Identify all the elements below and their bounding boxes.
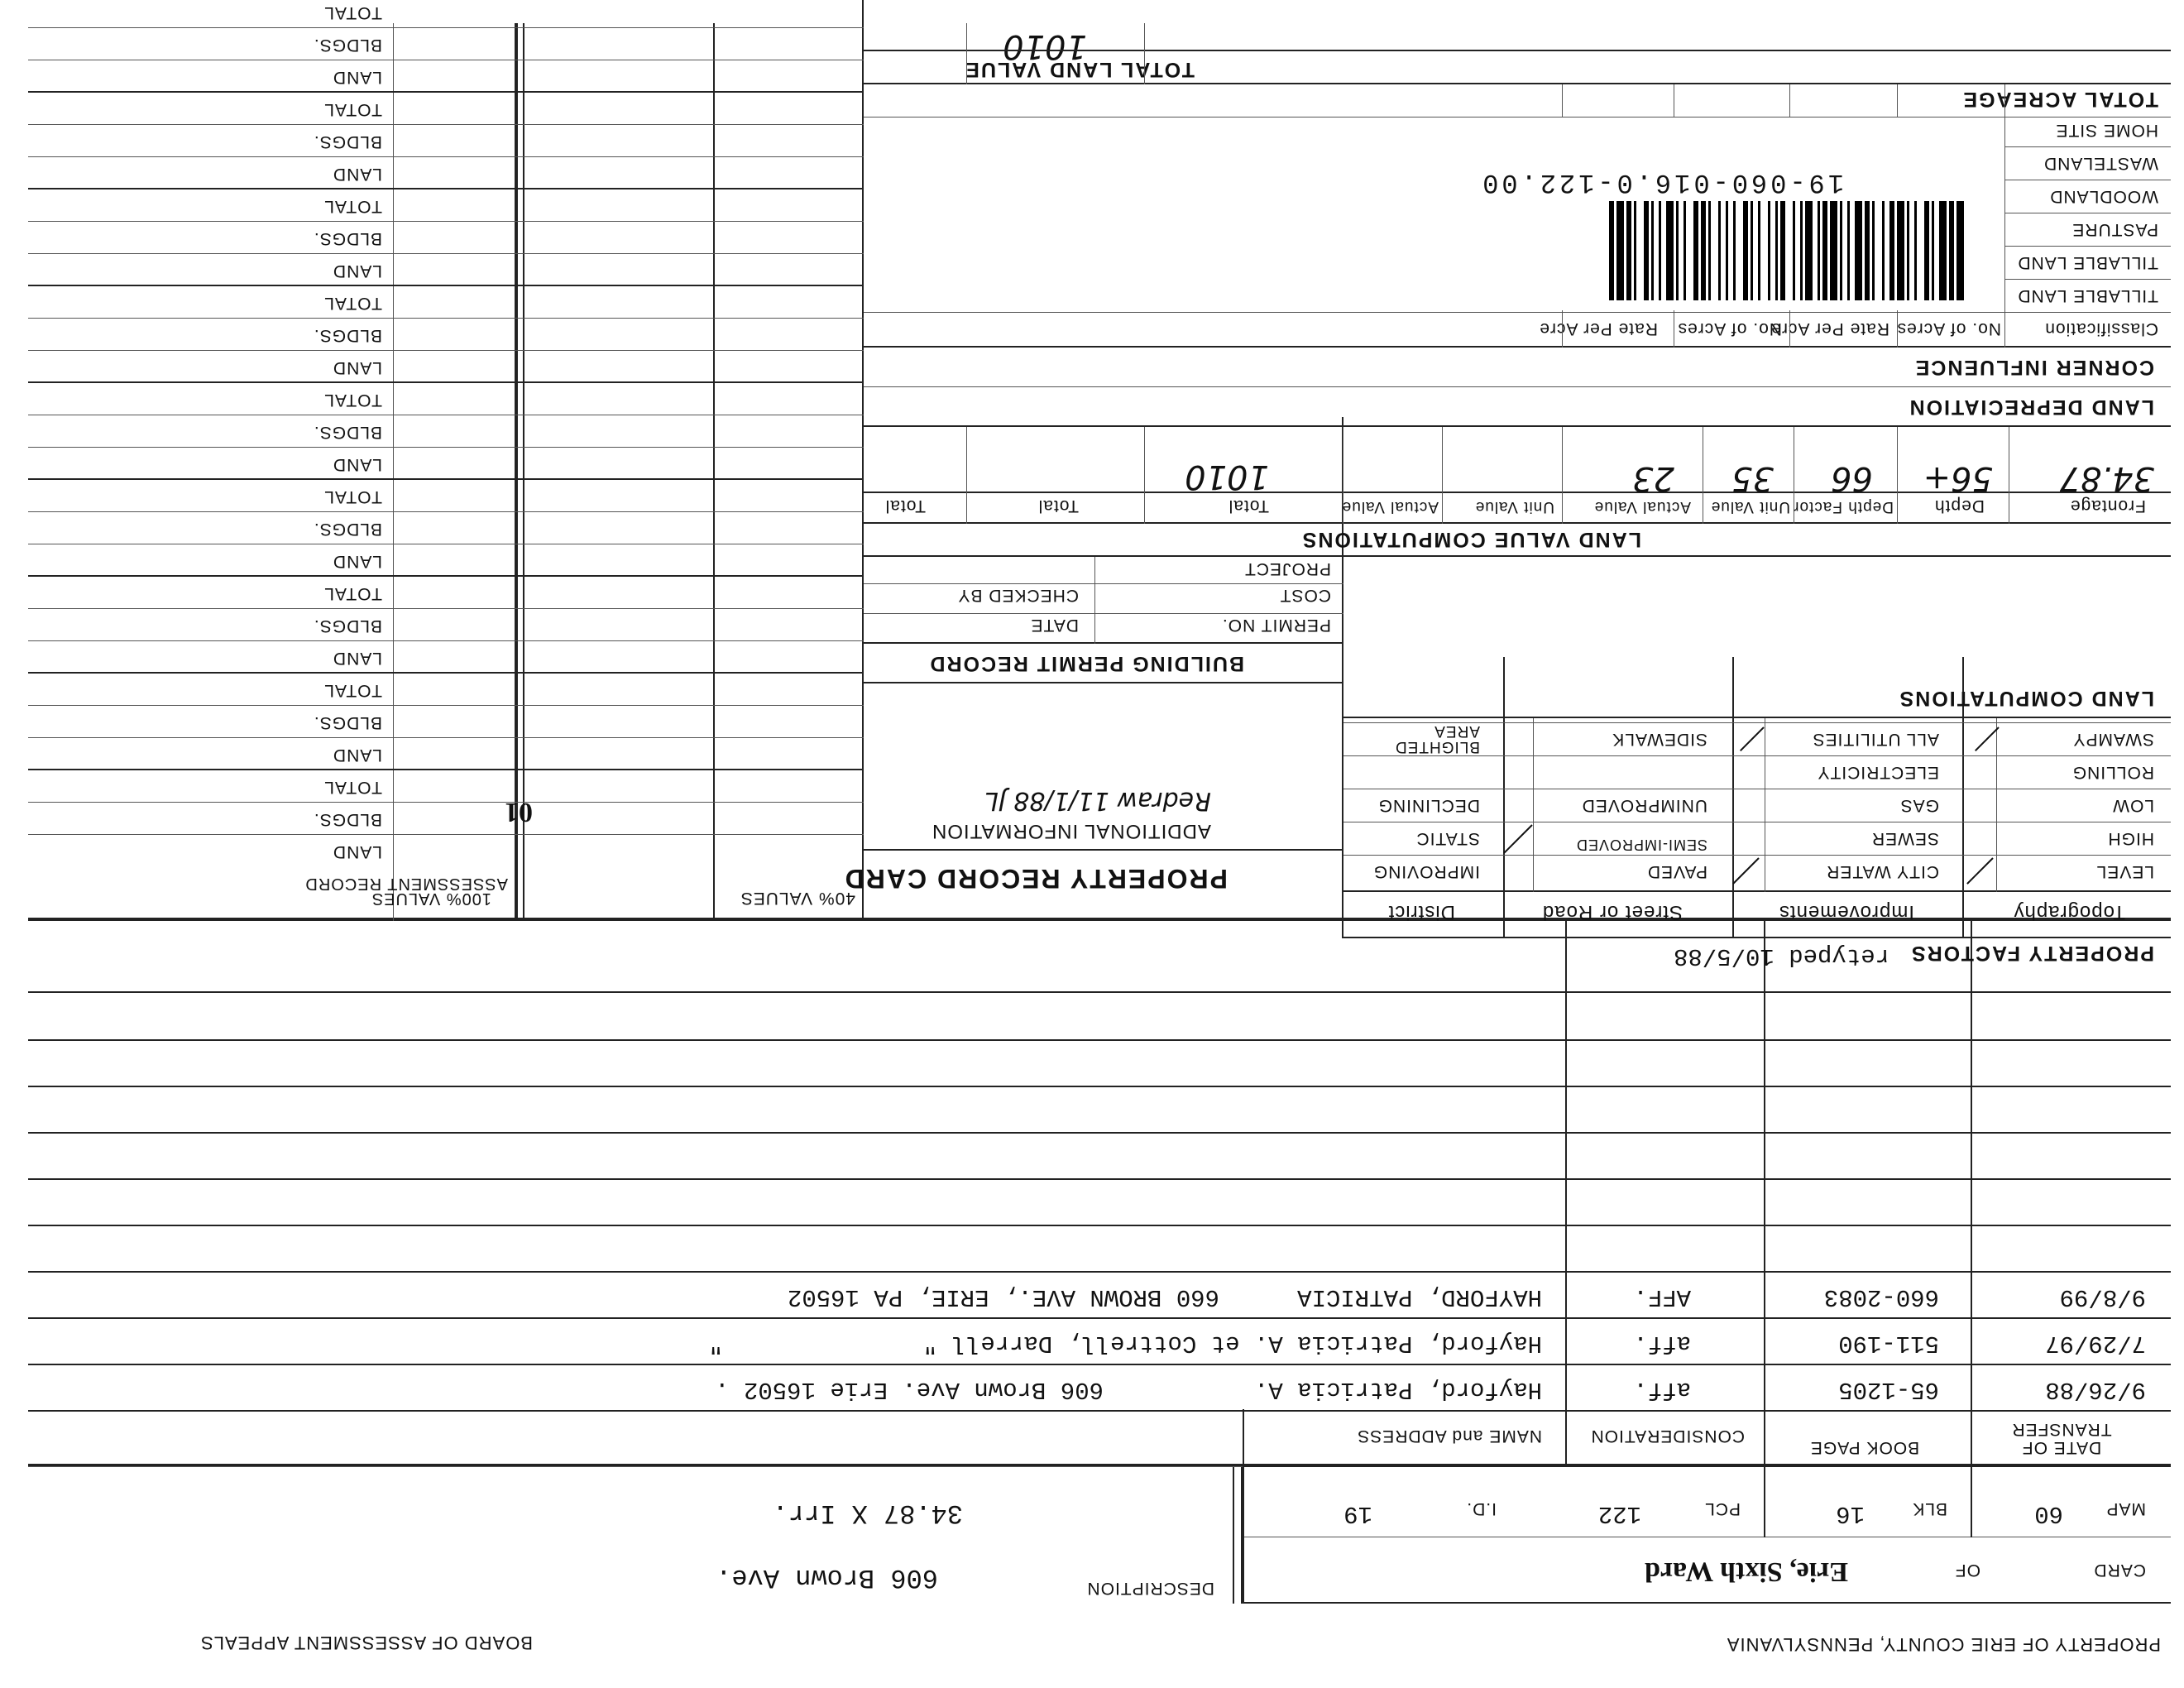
topo-swampy: SWAMPY: [2072, 730, 2154, 749]
rule: [1562, 427, 1563, 493]
col-depth-factor: Depth Factor: [1793, 498, 1894, 516]
rule: [28, 1132, 2171, 1134]
col-actual-value-2: Actual Value: [1341, 498, 1439, 516]
rule: [28, 802, 715, 803]
transfer-address: ": [708, 1330, 723, 1357]
transfer-consideration: aff.: [1633, 1330, 1691, 1357]
rule: [28, 1086, 2171, 1087]
blk-value: 16: [1836, 1500, 1865, 1527]
rule: [715, 27, 864, 28]
rule: [864, 386, 2171, 387]
rule: [715, 124, 864, 125]
rule: [862, 0, 864, 921]
assessment-row-label: TOTAL: [323, 681, 382, 700]
assessment-row-label: LAND: [332, 552, 382, 571]
rule: [715, 318, 864, 319]
impr-city-water: CITY WATER: [1826, 862, 1939, 881]
rule: [715, 640, 864, 641]
assessment-row-label: BLDGS.: [313, 713, 382, 732]
rule: [1243, 1409, 1244, 1467]
col-total-3: Total: [884, 496, 926, 516]
street-semi-improved: SEMI-IMPROVED: [1575, 837, 1707, 853]
rule: [715, 156, 864, 157]
rule: [864, 522, 2171, 524]
impr-electricity: ELECTRICITY: [1817, 763, 1939, 782]
rule: [1343, 722, 2171, 723]
assessment-row-label: BLDGS.: [313, 423, 382, 442]
transfer-address: 660 BROWN AVE., ERIE, PA 16502: [787, 1283, 1219, 1311]
rule: [28, 608, 715, 609]
col-rate-per-acre-2: Rate Per Acre: [1539, 319, 1658, 338]
col-no-acres-2: No. of Acres: [1677, 319, 1782, 338]
rule: [1343, 890, 2171, 892]
assessment-row-label: TOTAL: [323, 391, 382, 410]
impr-all-utilities: ALL UTILITIES: [1812, 730, 1939, 749]
description-label: DESCRIPTION: [1086, 1579, 1214, 1598]
transfer-name: Hayford, Patricia A. et Cottrell, Darrell ": [922, 1330, 1542, 1357]
rule: [28, 1410, 2171, 1412]
actual-value: 23: [1632, 459, 1674, 497]
street-paved: PAVED: [1646, 862, 1707, 881]
assessment-row-label: LAND: [332, 842, 382, 861]
building-permit-title: BUILDING PERMIT RECORD: [928, 652, 1244, 675]
topo-level: LEVEL: [2095, 862, 2154, 881]
map-value: 60: [2034, 1500, 2063, 1527]
project-label: PROJECT: [1243, 559, 1331, 578]
depth-factor-value: 66: [1831, 459, 1873, 497]
rule: [1343, 755, 2171, 756]
total-land-value-label: TOTAL LAND VALUE: [964, 58, 1195, 81]
rule: [1897, 427, 1898, 493]
rule: [2004, 84, 2005, 117]
rule: [715, 253, 864, 254]
transfer-consideration: aff.: [1633, 1376, 1691, 1403]
col-consideration: CONSIDERATION: [1590, 1427, 1745, 1446]
class-pasture: PASTURE: [2071, 220, 2158, 239]
rule: [28, 1178, 2171, 1180]
rule: [1342, 557, 1343, 921]
street-unimproved: UNIMPROVED: [1581, 796, 1707, 815]
assessment-record-label: ASSESSMENT RECORD: [304, 875, 508, 893]
rule: [393, 23, 394, 921]
assessment-row-label: BLDGS.: [313, 132, 382, 151]
col-street: Street or Road: [1541, 901, 1683, 923]
date-label: DATE: [1030, 616, 1079, 635]
checkmark-icon: [1503, 824, 1532, 853]
col-frontage: Frontage: [2069, 496, 2146, 516]
total-value: 1010: [1185, 458, 1269, 496]
rule: [28, 253, 715, 254]
retyped-note: retyped 10/5/88: [1673, 942, 1889, 970]
checked-by-label: CHECKED BY: [957, 586, 1079, 605]
assessment-row-label: LAND: [332, 455, 382, 474]
rule: [864, 613, 1343, 614]
district-blighted: BLIGHTED AREA: [1394, 722, 1480, 755]
col-unit-value-2: Unit Value: [1474, 498, 1554, 516]
rule: [2004, 99, 2005, 348]
rule: [28, 1225, 2171, 1226]
pcl-label: PCL: [1704, 1499, 1741, 1518]
rule: [1343, 717, 2171, 718]
district-improving: IMPROVING: [1372, 862, 1480, 881]
id-value: 19: [1343, 1500, 1372, 1527]
rule: [864, 346, 2171, 348]
rule: [715, 511, 864, 512]
rule: [1971, 1467, 1972, 1537]
rule: [28, 1317, 2171, 1319]
additional-info-label: ADDITIONAL INFORMATION: [931, 820, 1211, 842]
rule: [1764, 921, 1765, 1467]
col-improvements: Improvements: [1778, 901, 1914, 923]
land-depreciation-title: LAND DEPRECIATION: [1908, 396, 2154, 419]
of-label: OF: [1954, 1561, 1980, 1580]
rule: [28, 737, 715, 738]
assessment-row-label: LAND: [332, 68, 382, 87]
rule: [864, 425, 2171, 427]
rule: [966, 427, 967, 493]
values-100-label: 100% VALUES: [371, 890, 491, 908]
checkmark-icon: [1740, 727, 1765, 751]
rule: [1996, 718, 1997, 892]
rule: [523, 23, 524, 921]
rule: [2005, 246, 2171, 247]
transfer-consideration: AFF.: [1633, 1283, 1691, 1311]
checkmark-icon: [1732, 857, 1760, 885]
topo-low: LOW: [2112, 796, 2154, 815]
col-total-2: Total: [1037, 496, 1079, 516]
rule: [1144, 23, 1145, 84]
rule: [2005, 146, 2171, 147]
rule: [1565, 921, 1567, 1467]
rule: [864, 682, 1343, 683]
permit-no-label: PERMIT NO.: [1221, 616, 1331, 635]
values-40-label: 40% VALUES: [740, 889, 855, 908]
transfer-date: 7/29/97: [2045, 1330, 2146, 1357]
checkmark-icon: [1966, 857, 1994, 885]
rule: [1241, 1467, 1244, 1604]
land-computations-title: LAND COMPUTATIONS: [1898, 687, 2154, 710]
topo-high: HIGH: [2107, 829, 2154, 848]
unit-value: 35: [1731, 459, 1774, 497]
rule: [28, 672, 864, 674]
impr-gas: GAS: [1899, 796, 1939, 815]
rule: [28, 188, 864, 189]
rule: [28, 221, 715, 222]
col-book: BOOK PAGE: [1809, 1438, 1920, 1457]
rule: [1503, 657, 1505, 938]
assessment-row-label: LAND: [332, 165, 382, 184]
rule: [28, 156, 715, 157]
rule: [28, 1271, 2171, 1273]
rule: [28, 1039, 2171, 1041]
rule: [515, 23, 518, 921]
rule: [28, 769, 864, 770]
property-factors-title: PROPERTY FACTORS: [1909, 942, 2154, 965]
total-land-value: 1010: [1003, 27, 1087, 65]
rule: [28, 511, 715, 512]
rule: [1233, 1467, 1234, 1604]
rule: [715, 608, 864, 609]
rule: [715, 221, 864, 222]
rule: [28, 350, 715, 351]
blk-label: BLK: [1912, 1499, 1947, 1518]
class-home-site: HOME SITE: [2055, 121, 2158, 140]
rule: [28, 447, 715, 448]
col-no-acres: No. of Acres: [1896, 319, 2001, 338]
barcode-number: 19-060-016.0-122.00: [1479, 167, 1844, 198]
dimensions-value: 34.87 X Irr.: [772, 1498, 963, 1528]
impr-sewer: SEWER: [1870, 829, 1939, 848]
rule: [28, 991, 2171, 993]
assessment-row-label: TOTAL: [323, 778, 382, 797]
district-static: STATIC: [1415, 829, 1480, 848]
rule: [28, 919, 864, 921]
assessment-row-label: BLDGS.: [313, 326, 382, 345]
topo-rolling: ROLLING: [2071, 763, 2154, 782]
rule: [966, 23, 967, 84]
rule: [713, 23, 715, 921]
col-district: District: [1387, 901, 1455, 923]
rule: [1094, 557, 1095, 644]
record-card-title: PROPERTY RECORD CARD: [843, 864, 1228, 894]
rule: [28, 1364, 2171, 1365]
transfer-name: HAYFORD, PATRICIA: [1297, 1283, 1542, 1311]
class-tillable-2: TILLABLE LAND: [2017, 253, 2158, 272]
transfer-address: 606 Brown Ave. Erie 16502 .: [715, 1376, 1104, 1403]
assessment-row-label: BLDGS.: [313, 229, 382, 248]
assessment-row-label: TOTAL: [323, 487, 382, 506]
card-label: CARD: [2093, 1561, 2146, 1580]
col-total: Total: [1228, 496, 1269, 516]
rule: [715, 705, 864, 706]
cost-label: COST: [1279, 586, 1331, 605]
description-value: 606 Brown Ave.: [716, 1562, 938, 1593]
rule: [864, 83, 2171, 84]
rule: [1343, 937, 2171, 938]
assessment-row-label: TOTAL: [323, 294, 382, 313]
rule: [864, 312, 2171, 313]
ward-name: Erie, Sixth Ward: [1645, 1556, 1848, 1587]
rule: [28, 640, 715, 641]
board-label: BOARD OF ASSESSMENT APPEALS: [200, 1633, 533, 1653]
total-acreage-label: TOTAL ACREAGE: [1961, 88, 2158, 111]
col-rate-per-acre: Rate Per Acre: [1770, 319, 1889, 338]
class-wasteland: WASTELAND: [2043, 154, 2158, 173]
map-label: MAP: [2105, 1499, 2146, 1518]
assessment-row-label: BLDGS.: [313, 36, 382, 55]
assessment-row-label: LAND: [332, 261, 382, 281]
rule: [28, 834, 715, 835]
rule: [28, 381, 864, 383]
id-label: I.D.: [1466, 1499, 1497, 1518]
rule: [2005, 279, 2171, 280]
parcel-barcode: [1310, 201, 1964, 300]
pcl-value: 122: [1597, 1500, 1641, 1527]
rule: [1897, 84, 1898, 117]
rule: [864, 849, 1343, 851]
stamp-01: 01: [505, 797, 533, 827]
handwritten-note: Redraw 11/1/88 JL: [984, 786, 1211, 815]
rule: [715, 350, 864, 351]
rule: [28, 478, 864, 480]
rule: [1343, 855, 2171, 856]
assessment-row-label: TOTAL: [323, 100, 382, 119]
rule: [1897, 310, 1898, 348]
rule: [864, 642, 1343, 644]
depth-value: 56+: [1923, 459, 1993, 497]
rule: [28, 124, 715, 125]
land-value-title: LAND VALUE COMPUTATIONS: [1300, 528, 1641, 551]
rule: [864, 50, 2171, 51]
rule: [1562, 310, 1563, 348]
rule: [1533, 718, 1534, 892]
rule: [1442, 427, 1443, 493]
rule: [1971, 921, 1972, 1467]
assessment-row-label: TOTAL: [323, 3, 382, 22]
rule: [28, 575, 864, 577]
assessment-row-label: LAND: [332, 746, 382, 765]
rule: [715, 834, 864, 835]
col-name-address: NAME and ADDRESS: [1357, 1427, 1542, 1446]
rule: [28, 318, 715, 319]
rule: [1789, 84, 1790, 117]
transfer-date: 9/26/88: [2045, 1376, 2146, 1403]
rule: [864, 555, 2171, 557]
transfer-name: Hayford, Patricia A.: [1253, 1376, 1542, 1403]
rule: [28, 1466, 1244, 1467]
col-topography: Topography: [2013, 901, 2125, 923]
assessment-row-label: LAND: [332, 358, 382, 377]
transfer-date: 9/8/99: [2059, 1283, 2146, 1311]
rule: [864, 583, 1343, 584]
assessment-row-label: TOTAL: [323, 197, 382, 216]
assessment-row-label: LAND: [332, 649, 382, 668]
record-card: [28, 3, 2171, 1662]
rule: [28, 705, 715, 706]
rule: [1244, 1602, 2171, 1604]
rule: [28, 91, 864, 93]
rule: [1562, 84, 1563, 117]
property-of-label: PROPERTY OF ERIE COUNTY, PENNSYLVANIA: [1726, 1634, 2161, 1655]
assessment-row-label: BLDGS.: [313, 810, 382, 829]
col-depth: Depth: [1933, 496, 1985, 516]
rule: [1764, 1467, 1765, 1537]
rule: [715, 737, 864, 738]
assessment-row-label: BLDGS.: [313, 520, 382, 539]
rule: [1732, 657, 1734, 938]
rule: [715, 447, 864, 448]
transfer-book: 511-190: [1838, 1330, 1939, 1357]
assessment-row-label: TOTAL: [323, 584, 382, 603]
class-woodland: WOODLAND: [2049, 187, 2158, 206]
district-declining: DECLINING: [1377, 796, 1480, 815]
col-date: DATE OF TRANSFER: [2011, 1420, 2112, 1457]
col-unit-value: Unit Value: [1710, 498, 1790, 516]
col-classification: Classification: [2044, 319, 2158, 338]
rule: [1144, 427, 1145, 493]
class-tillable-1: TILLABLE LAND: [2017, 286, 2158, 305]
col-actual-value: Actual Value: [1593, 498, 1691, 516]
rule: [28, 27, 715, 28]
assessment-row-label: BLDGS.: [313, 616, 382, 635]
corner-influence-title: CORNER INFLUENCE: [1913, 356, 2154, 379]
transfer-book: 660-2083: [1823, 1283, 1939, 1311]
rule: [715, 802, 864, 803]
rule: [1789, 310, 1790, 348]
transfer-book: 65-1205: [1838, 1376, 1939, 1403]
rule: [28, 285, 864, 286]
frontage-value: 34.87: [2059, 459, 2154, 497]
street-sidewalk: SIDEWALK: [1612, 730, 1707, 749]
